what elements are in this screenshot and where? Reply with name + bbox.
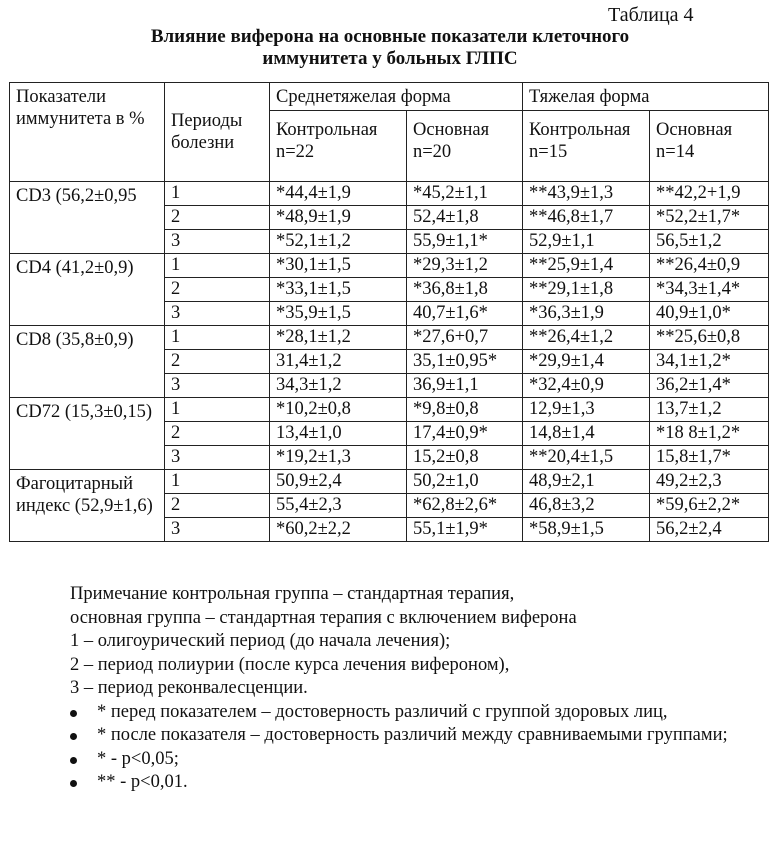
moderate-main-cell: *29,3±1,2 xyxy=(407,254,523,278)
header-indicators: Показатели иммунитета в % xyxy=(10,83,165,182)
moderate-control-cell: *35,9±1,5 xyxy=(270,302,407,326)
notes xyxy=(70,583,770,795)
header-severe-form: Тяжелая форма xyxy=(523,83,769,111)
header-moderate-main: Основная n=20 xyxy=(407,111,523,182)
header-moderate-form: Среднетяжелая форма xyxy=(270,83,523,111)
severe-control-cell: **43,9±1,3 xyxy=(523,182,650,206)
moderate-main-cell: 36,9±1,1 xyxy=(407,374,523,398)
moderate-main-cell: 15,2±0,8 xyxy=(407,446,523,470)
note-bullet xyxy=(70,701,770,725)
period-cell: 2 xyxy=(165,494,270,518)
note-bullet xyxy=(70,748,770,772)
moderate-control-cell: 34,3±1,2 xyxy=(270,374,407,398)
severe-main-cell: *18 8±1,2* xyxy=(650,422,769,446)
moderate-control-cell: *52,1±1,2 xyxy=(270,230,407,254)
bullet-icon xyxy=(70,780,77,787)
bullet-icon xyxy=(70,733,77,740)
moderate-main-cell: *27,6+0,7 xyxy=(407,326,523,350)
moderate-main-cell: 52,4±1,8 xyxy=(407,206,523,230)
period-cell: 3 xyxy=(165,446,270,470)
note-line: 1 – олигоурический период (до начала лечения); xyxy=(70,631,451,651)
severe-main-cell: *59,6±2,2* xyxy=(650,494,769,518)
period-cell: 1 xyxy=(165,254,270,278)
severe-main-cell: 40,9±1,0* xyxy=(650,302,769,326)
note-bullet xyxy=(70,771,770,795)
table-row xyxy=(10,182,769,206)
moderate-control-cell: 50,9±2,4 xyxy=(270,470,407,494)
note-bullet-text: ** - р<0,01. xyxy=(97,772,188,792)
period-cell: 2 xyxy=(165,350,270,374)
period-cell: 3 xyxy=(165,518,270,542)
severe-main-cell: 56,2±2,4 xyxy=(650,518,769,542)
moderate-main-cell: *9,8±0,8 xyxy=(407,398,523,422)
moderate-control-cell: *33,1±1,5 xyxy=(270,278,407,302)
header-moderate-control: Контрольная n=22 xyxy=(270,111,407,182)
note-line: 2 – период полиурии (после курса лечения вифероном), xyxy=(70,654,510,675)
note-bullet-text: * - р<0,05; xyxy=(97,748,179,769)
severe-control-cell: 14,8±1,4 xyxy=(523,422,650,446)
severe-main-cell: **26,4±0,9 xyxy=(650,254,769,278)
note-bullet-text: * перед показателем – достоверность различий с группой здоровых лиц, xyxy=(97,701,668,722)
indicator-name: CD8 (35,8±0,9) xyxy=(10,326,165,398)
severe-main-cell: 49,2±2,3 xyxy=(650,470,769,494)
table-title xyxy=(0,26,780,70)
moderate-control-cell: *10,2±0,8 xyxy=(270,398,407,422)
period-cell: 3 xyxy=(165,230,270,254)
period-cell: 1 xyxy=(165,182,270,206)
immunity-table xyxy=(9,82,769,542)
severe-main-cell: *34,3±1,4* xyxy=(650,278,769,302)
note-line: Примечание контрольная группа – стандартная терапия, xyxy=(70,584,515,604)
period-cell: 3 xyxy=(165,302,270,326)
severe-main-cell: 13,7±1,2 xyxy=(650,398,769,422)
bullet-icon xyxy=(70,710,77,717)
indicator-name: CD3 (56,2±0,95 xyxy=(10,182,165,254)
period-cell: 2 xyxy=(165,278,270,302)
severe-control-cell: 48,9±2,1 xyxy=(523,470,650,494)
severe-control-cell: **29,1±1,8 xyxy=(523,278,650,302)
moderate-control-cell: *19,2±1,3 xyxy=(270,446,407,470)
table-row xyxy=(10,398,769,422)
moderate-main-cell: *36,8±1,8 xyxy=(407,278,523,302)
severe-control-cell: *36,3±1,9 xyxy=(523,302,650,326)
indicator-name: CD4 (41,2±0,9) xyxy=(10,254,165,326)
table-label: Таблица 4 xyxy=(608,4,694,26)
severe-control-cell: *58,9±1,5 xyxy=(523,518,650,542)
moderate-control-cell: 55,4±2,3 xyxy=(270,494,407,518)
table-row xyxy=(10,254,769,278)
header-periods: Периоды болезни xyxy=(165,83,270,182)
moderate-main-cell: *62,8±2,6* xyxy=(407,494,523,518)
severe-control-cell: *29,9±1,4 xyxy=(523,350,650,374)
moderate-main-cell: 50,2±1,0 xyxy=(407,470,523,494)
moderate-main-cell: 55,9±1,1* xyxy=(407,230,523,254)
severe-main-cell: 36,2±1,4* xyxy=(650,374,769,398)
moderate-control-cell: 13,4±1,0 xyxy=(270,422,407,446)
severe-main-cell: **42,2+1,9 xyxy=(650,182,769,206)
moderate-main-cell: 55,1±1,9* xyxy=(407,518,523,542)
note-bullet-text: * после показателя – достоверность различий между сравниваемыми группами; xyxy=(97,725,728,745)
header-severe-main: Основная n=14 xyxy=(650,111,769,182)
period-cell: 1 xyxy=(165,470,270,494)
note-line: основная группа – стандартная терапия с включением виферона xyxy=(70,607,577,628)
severe-control-cell: 12,9±1,3 xyxy=(523,398,650,422)
title-line-1: Влияние виферона на основные показатели клеточного xyxy=(150,26,630,47)
period-cell: 2 xyxy=(165,422,270,446)
severe-main-cell: **25,6±0,8 xyxy=(650,326,769,350)
period-cell: 3 xyxy=(165,374,270,398)
moderate-main-cell: 17,4±0,9* xyxy=(407,422,523,446)
moderate-main-cell: 35,1±0,95* xyxy=(407,350,523,374)
note-line: 3 – период реконвалесценции. xyxy=(70,678,308,698)
indicator-name: CD72 (15,3±0,15) xyxy=(10,398,165,470)
bullet-icon xyxy=(70,757,77,764)
indicator-name: Фагоцитарный индекс (52,9±1,6) xyxy=(10,470,165,542)
moderate-control-cell: *60,2±2,2 xyxy=(270,518,407,542)
severe-main-cell: 34,1±1,2* xyxy=(650,350,769,374)
period-cell: 1 xyxy=(165,326,270,350)
header-severe-control: Контрольная n=15 xyxy=(523,111,650,182)
severe-control-cell: 46,8±3,2 xyxy=(523,494,650,518)
moderate-control-cell: *48,9±1,9 xyxy=(270,206,407,230)
moderate-control-cell: *44,4±1,9 xyxy=(270,182,407,206)
severe-main-cell: 15,8±1,7* xyxy=(650,446,769,470)
title-line-2: иммунитета у больных ГЛПС xyxy=(262,48,518,69)
moderate-main-cell: *45,2±1,1 xyxy=(407,182,523,206)
severe-control-cell: **46,8±1,7 xyxy=(523,206,650,230)
moderate-control-cell: *30,1±1,5 xyxy=(270,254,407,278)
severe-main-cell: *52,2±1,7* xyxy=(650,206,769,230)
moderate-control-cell: *28,1±1,2 xyxy=(270,326,407,350)
moderate-main-cell: 40,7±1,6* xyxy=(407,302,523,326)
severe-control-cell: **20,4±1,5 xyxy=(523,446,650,470)
severe-control-cell: *32,4±0,9 xyxy=(523,374,650,398)
table-row xyxy=(10,470,769,494)
severe-main-cell: 56,5±1,2 xyxy=(650,230,769,254)
severe-control-cell: 52,9±1,1 xyxy=(523,230,650,254)
period-cell: 1 xyxy=(165,398,270,422)
period-cell: 2 xyxy=(165,206,270,230)
moderate-control-cell: 31,4±1,2 xyxy=(270,350,407,374)
severe-control-cell: **26,4±1,2 xyxy=(523,326,650,350)
severe-control-cell: **25,9±1,4 xyxy=(523,254,650,278)
table-row xyxy=(10,326,769,350)
note-bullet xyxy=(70,724,770,748)
